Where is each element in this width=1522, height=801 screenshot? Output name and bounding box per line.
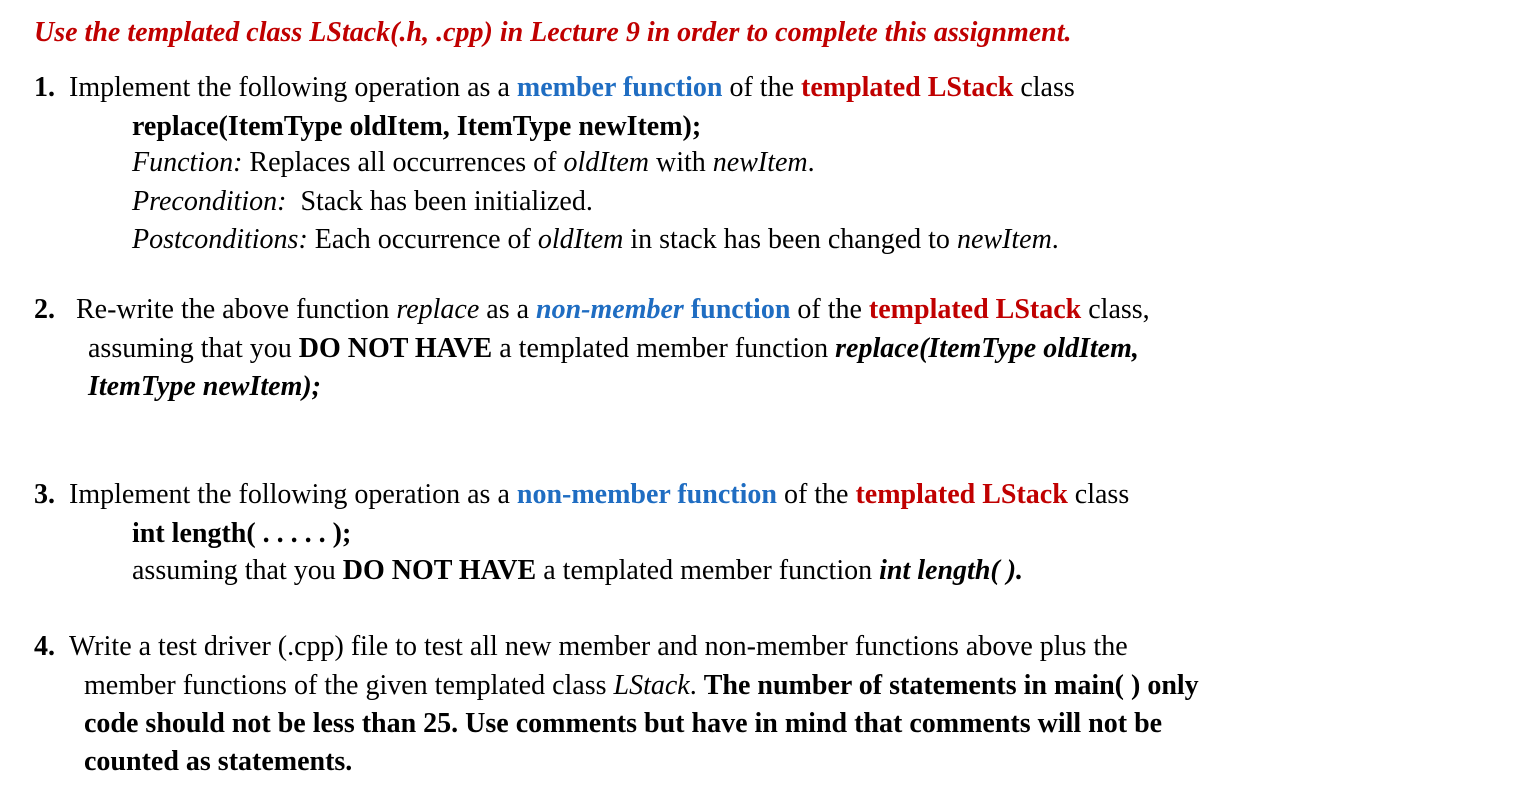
item-3-text: assuming that you	[132, 555, 343, 586]
item-4-text: .	[689, 670, 704, 701]
new-item-ref: newItem	[956, 224, 1052, 255]
item-4-number: 4.	[34, 631, 55, 662]
lstack-ref: LStack	[613, 670, 690, 701]
function-description	[132, 149, 815, 177]
item-4-line-4: counted as statements.	[84, 746, 353, 777]
item-1-text: class	[1013, 72, 1075, 103]
item-1-text: Implement the following operation as a	[69, 72, 517, 103]
replace-signature: replace(ItemType oldItem, ItemType newItem);	[132, 111, 702, 142]
function-highlight: function	[683, 294, 791, 325]
length-signature: int length( . . . . . );	[132, 518, 352, 549]
member-function-highlight: member function	[516, 72, 723, 103]
item-3-line-1	[34, 481, 1129, 509]
templated-lstack-highlight: templated LStack	[801, 72, 1014, 103]
templated-lstack-highlight: templated LStack	[855, 479, 1068, 510]
item-2-text: as a	[479, 294, 537, 325]
function-text: .	[807, 147, 815, 178]
item-3-text: Implement the following operation as a	[69, 479, 517, 510]
item-3-text: of the	[776, 479, 856, 510]
replace-signature-ref: replace(ItemType oldItem,	[835, 333, 1139, 364]
item-2-line-2	[88, 335, 1139, 363]
requirement-emphasis: The number of statements in main( ) only	[703, 670, 1199, 701]
item-3-text: class	[1067, 479, 1130, 510]
do-not-have-emphasis: DO NOT HAVE	[342, 555, 537, 586]
item-1-text: of the	[722, 72, 801, 103]
item-1-line-1	[34, 74, 1075, 102]
length-signature-ref: int length( ).	[879, 555, 1024, 586]
assignment-heading: Use the templated class LStack(.h, .cpp) in Lecture 9 in order to complete this assignment.	[34, 17, 1072, 48]
replace-ref: replace	[396, 294, 480, 325]
non-member-function-highlight: non-member function	[516, 479, 777, 510]
postconditions-text: in stack has been changed to	[623, 224, 957, 255]
item-1-number: 1.	[34, 72, 55, 103]
item-2-text: a templated member function	[492, 333, 836, 364]
item-4-line-3: code should not be less than 25. Use comments but have in mind that comments will not be	[84, 708, 1163, 739]
item-4-line-2	[84, 672, 1199, 700]
new-item-ref: newItem	[712, 147, 808, 178]
item-4-line-1	[34, 633, 1128, 661]
function-text: Replaces all occurrences of	[242, 147, 564, 178]
item-2-line-1	[34, 296, 1150, 324]
old-item-ref: oldItem	[563, 147, 650, 178]
function-text: with	[649, 147, 713, 178]
item-2-line-3: ItemType newItem);	[88, 371, 322, 402]
item-4-text: member functions of the given templated class	[84, 670, 614, 701]
postconditions-text: .	[1051, 224, 1059, 255]
item-3-number: 3.	[34, 479, 55, 510]
templated-lstack-highlight: templated LStack	[868, 294, 1082, 325]
item-2-text: Re-write the above function	[76, 294, 397, 325]
postconditions	[132, 226, 1059, 254]
item-2-text: class,	[1081, 294, 1150, 325]
non-member-highlight: non-member	[536, 294, 684, 325]
item-3-line-3	[132, 557, 1023, 585]
postconditions-label: Postconditions:	[132, 224, 308, 255]
precondition-text: Stack has been initialized.	[286, 186, 593, 217]
item-4-text: Write a test driver (.cpp) file to test all new member and non-member functions above plus the	[69, 631, 1128, 662]
precondition	[132, 188, 593, 216]
item-2-number: 2.	[34, 294, 55, 325]
item-3-text: a templated member function	[536, 555, 880, 586]
item-2-text: of the	[790, 294, 869, 325]
old-item-ref: oldItem	[537, 224, 624, 255]
postconditions-text: Each occurrence of	[307, 224, 538, 255]
do-not-have-emphasis: DO NOT HAVE	[298, 333, 493, 364]
item-2-text: assuming that you	[88, 333, 299, 364]
precondition-label: Precondition:	[132, 186, 287, 217]
function-label: Function:	[132, 147, 243, 178]
